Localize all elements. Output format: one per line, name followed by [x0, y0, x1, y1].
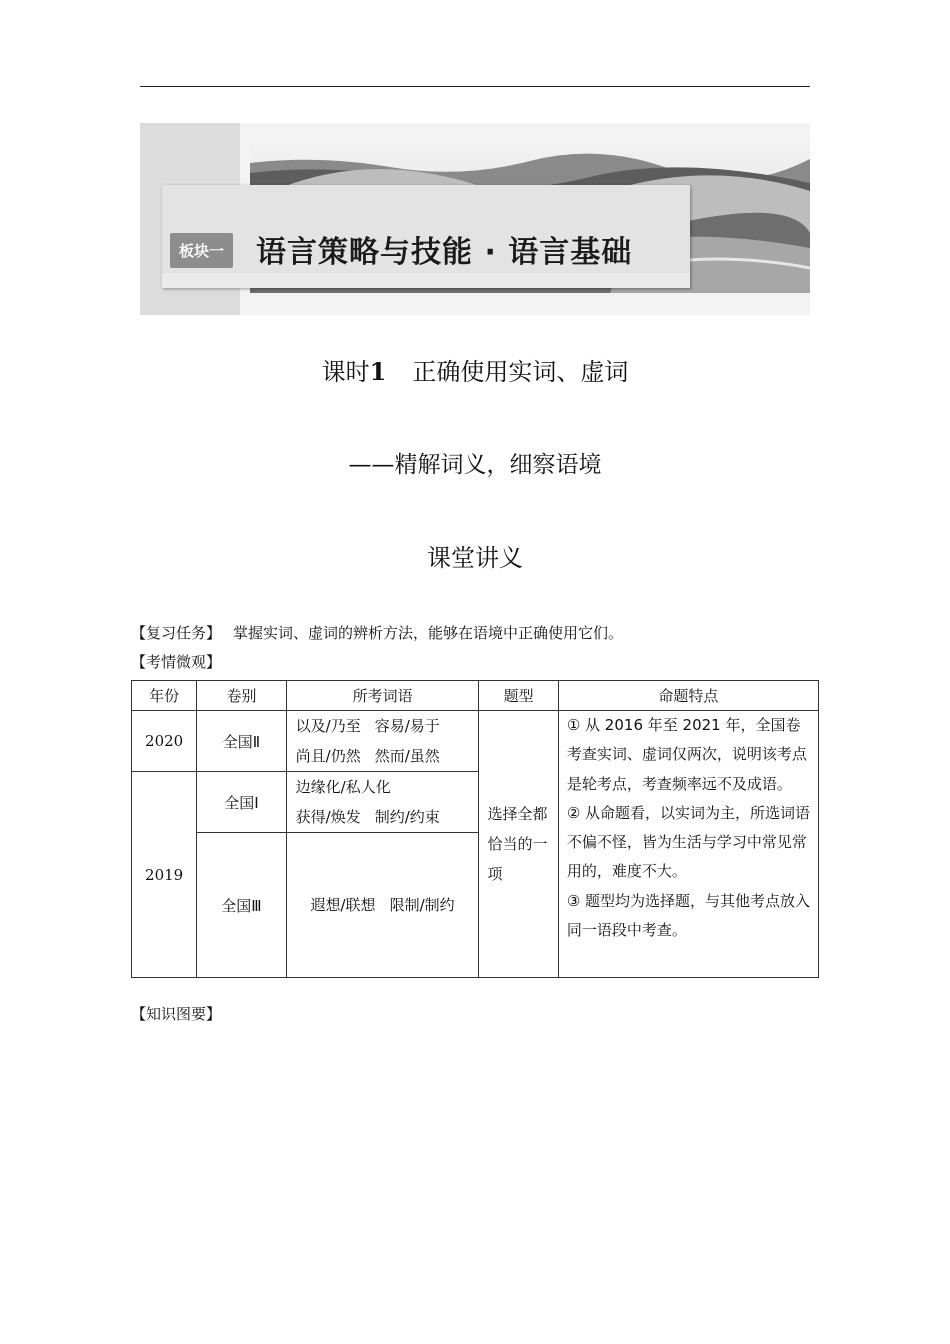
header-year: 年份 [132, 681, 197, 711]
lesson-subtitle: ——精解词义，细察语境 [348, 452, 602, 478]
table-header-row [132, 681, 819, 711]
exam-overview-table [131, 680, 819, 978]
year-cell: 2019 [132, 772, 197, 978]
banner-strip [162, 273, 690, 288]
review-label: 【复习任务】 [131, 624, 222, 642]
section-banner [140, 123, 810, 315]
header-type: 题型 [479, 681, 558, 711]
words-cell: 边缘化/私人化 获得/焕发 制约/约束 [286, 772, 479, 833]
lesson-number: 1 [369, 357, 387, 386]
feature-item: ③ 题型均为选择题，与其他考点放入同一语段中考查。 [566, 891, 811, 940]
banner-title: 语言策略与技能 · 语言基础 [256, 235, 633, 270]
question-type-cell: 选择全都恰当的一项 [479, 711, 558, 978]
words-cell: 以及/乃至 容易/易于 尚且/仍然 然而/虽然 [286, 711, 479, 772]
review-text: 掌握实词、虚词的辨析方法，能够在语境中正确使用它们。 [233, 624, 624, 642]
lesson-prefix: 课时 [321, 358, 370, 386]
lesson-title [0, 352, 950, 387]
section-tag: 板块一 [170, 233, 233, 268]
header-words: 所考词语 [286, 681, 479, 711]
lesson-name: 正确使用实词、虚词 [412, 358, 629, 386]
table-row [132, 711, 819, 772]
exam-overview-label: 【考情微观】 [131, 653, 222, 671]
feature-item: ① 从 2016 年至 2021 年，全国卷考查实词、虚词仅两次，说明该考点是轮考点，考查频率远不及成语。 [566, 716, 807, 793]
header-rule [140, 86, 810, 87]
section-heading: 课堂讲义 [427, 544, 523, 572]
knowledge-map-label: 【知识图要】 [131, 1005, 222, 1023]
paper-cell: 全国Ⅱ [197, 711, 286, 772]
banner-panel [162, 185, 690, 288]
header-features: 命题特点 [558, 681, 818, 711]
review-task [131, 622, 623, 643]
features-cell [558, 711, 818, 978]
header-paper: 卷别 [197, 681, 286, 711]
paper-cell: 全国Ⅲ [197, 833, 286, 978]
paper-cell: 全国Ⅰ [197, 772, 286, 833]
year-cell: 2020 [132, 711, 197, 772]
words-cell: 遐想/联想 限制/制约 [286, 833, 479, 978]
feature-item: ② 从命题看，以实词为主，所选词语不偏不怪，皆为生活与学习中常见常用的，难度不大。 [566, 803, 811, 881]
